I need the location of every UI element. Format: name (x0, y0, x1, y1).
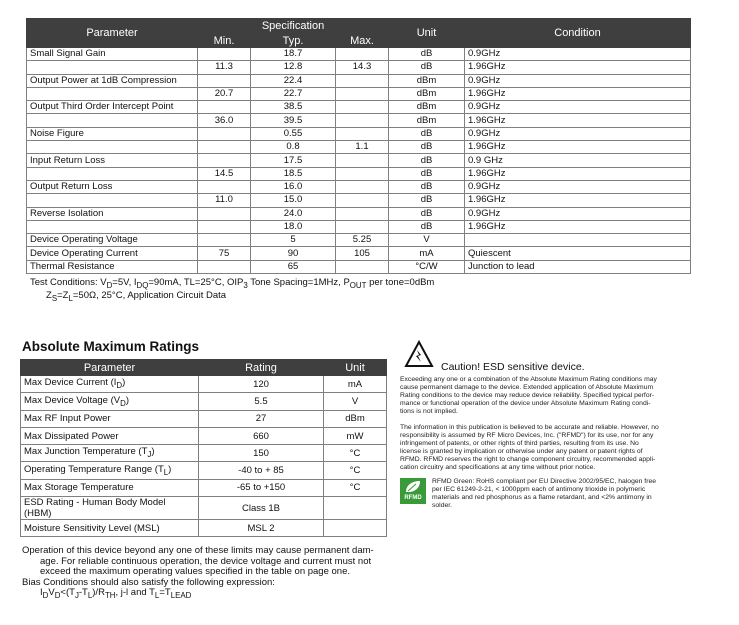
esd-paragraph-2 (400, 424, 690, 472)
spec-max (336, 154, 389, 167)
amr-row (21, 445, 387, 462)
spec-row (27, 247, 691, 260)
spec-condition: 1.96GHz (465, 87, 691, 100)
spec-condition: 1.96GHz (465, 194, 691, 207)
spec-param (27, 141, 198, 154)
spec-row (27, 74, 691, 87)
spec-max (336, 48, 389, 61)
header-unit: Unit (389, 19, 465, 48)
spec-typ: 0.55 (251, 127, 336, 140)
spec-max (336, 260, 389, 273)
spec-condition: 1.96GHz (465, 141, 691, 154)
spec-condition: 0.9 GHz (465, 154, 691, 167)
amr-unit: °C (324, 445, 387, 462)
spec-row (27, 154, 691, 167)
text-line: Exceeding any one or a combination of the Absolute Maximum Rating conditions may (400, 376, 657, 383)
spec-min (198, 220, 251, 233)
amr-unit: °C (324, 479, 387, 496)
spec-param: Noise Figure (27, 127, 198, 140)
spec-condition (465, 234, 691, 247)
spec-row (27, 87, 691, 100)
spec-max: 5.25 (336, 234, 389, 247)
spec-row (27, 114, 691, 127)
spec-param (27, 194, 198, 207)
spec-row (27, 260, 691, 273)
text-line: cation circuitry and specifications at any time without prior notice. (400, 464, 596, 471)
spec-max (336, 114, 389, 127)
spec-param (27, 114, 198, 127)
text-line: cause permanent damage to the device. Extended application of Absolute Maximum (400, 384, 654, 391)
spec-min (198, 74, 251, 87)
spec-typ: 0.8 (251, 141, 336, 154)
spec-row (27, 207, 691, 220)
logo-text: RFMD (404, 495, 422, 501)
spec-typ: 65 (251, 260, 336, 273)
text-line: infringement of patents, or other rights of third parties, resulting from its use. No (400, 440, 639, 447)
spec-row (27, 141, 691, 154)
spec-param: Input Return Loss (27, 154, 198, 167)
spec-min (198, 48, 251, 61)
spec-max (336, 207, 389, 220)
spec-min: 36.0 (198, 114, 251, 127)
spec-row (27, 61, 691, 74)
spec-max (336, 74, 389, 87)
amr-rating: Class 1B (199, 497, 324, 520)
spec-unit: dBm (389, 114, 465, 127)
spec-condition: 1.96GHz (465, 61, 691, 74)
spec-unit: dB (389, 220, 465, 233)
spec-typ: 90 (251, 247, 336, 260)
amr-unit: mW (324, 427, 387, 444)
amr-row (21, 410, 387, 427)
amr-unit: °C (324, 462, 387, 479)
spec-unit: dB (389, 61, 465, 74)
header-min: Min. (198, 34, 251, 48)
text-line: responsibility is assumed by RF Micro Devices, Inc. ("RFMD") for its use, nor for any (400, 432, 654, 439)
spec-condition: 0.9GHz (465, 74, 691, 87)
spec-row (27, 101, 691, 114)
spec-typ: 5 (251, 234, 336, 247)
spec-min: 11.3 (198, 61, 251, 74)
header-parameter: Parameter (27, 19, 198, 48)
spec-min: 14.5 (198, 167, 251, 180)
spec-typ: 22.7 (251, 87, 336, 100)
spec-max (336, 220, 389, 233)
header-specification: Specification (198, 19, 389, 34)
amr-param: Max Device Voltage $(V_D)$ (21, 393, 199, 410)
spec-condition: 0.9GHz (465, 207, 691, 220)
esd-warning-icon (404, 340, 434, 373)
amr-param: Moisture Sensitivity Level (MSL) (21, 520, 199, 537)
spec-unit: dBm (389, 101, 465, 114)
spec-min (198, 260, 251, 273)
amr-header-parameter: Parameter (21, 360, 199, 376)
amr-unit: mA (324, 376, 387, 393)
spec-min (198, 234, 251, 247)
spec-unit: V (389, 234, 465, 247)
spec-typ: 18.7 (251, 48, 336, 61)
amr-row (21, 520, 387, 537)
spec-row (27, 127, 691, 140)
spec-unit: dB (389, 167, 465, 180)
amr-row (21, 376, 387, 393)
amr-rating: -40 to + 85 (199, 462, 324, 479)
text-line: Rating conditions to the device may reduce device reliability. Specified typical perfor- (400, 392, 655, 399)
spec-max (336, 127, 389, 140)
text-line: RFMD Green: RoHS compliant per EU Directive 2002/95/EC, halogen free (432, 478, 657, 485)
spec-unit: dB (389, 194, 465, 207)
spec-max (336, 194, 389, 207)
header-max: Max. (336, 34, 389, 48)
spec-min: 75 (198, 247, 251, 260)
amr-row (21, 479, 387, 496)
spec-min (198, 154, 251, 167)
amr-unit (324, 520, 387, 537)
text-line: materials and red phosphorus as a flame retardant, and <2% antimony in (432, 494, 652, 501)
spec-condition: 1.96GHz (465, 167, 691, 180)
amr-rating: 120 (199, 376, 324, 393)
spec-param (27, 167, 198, 180)
spec-param (27, 220, 198, 233)
amr-unit (324, 497, 387, 520)
rfmd-green-logo (400, 478, 426, 504)
test-conditions: Test Conditions: $V_D=5V$, $I_{DQ}=90mA$, TL=25°C, $OIP_3$ Tone Spacing=1MHz, $P_{OUT}$ per tone=0dBm (30, 277, 435, 290)
text-line: solder. (432, 502, 453, 509)
amr-rating: 660 (199, 427, 324, 444)
spec-max (336, 167, 389, 180)
spec-max: 14.3 (336, 61, 389, 74)
text-line: per IEC 61249-2-21, < 1000ppm each of antimony trioxide in polymeric (432, 486, 646, 493)
spec-unit: dB (389, 48, 465, 61)
spec-min: 20.7 (198, 87, 251, 100)
spec-param: Output Third Order Intercept Point (27, 101, 198, 114)
amr-param: Max Storage Temperature (21, 479, 199, 496)
spec-typ: 18.0 (251, 220, 336, 233)
amr-param: ESD Rating - Human Body Model (HBM) (21, 497, 199, 520)
esd-title: Caution! ESD sensitive device. (441, 361, 585, 373)
amr-param: Max Device Current $(I_D)$ (21, 376, 199, 393)
leaf-icon (400, 478, 426, 496)
text-line: RFMD. RFMD reserves the right to change component circuitry, recommended appli- (400, 456, 656, 463)
spec-param (27, 87, 198, 100)
spec-min (198, 141, 251, 154)
amr-param: Operating Temperature Range $(T_L)$ (21, 462, 199, 479)
spec-unit: dB (389, 141, 465, 154)
spec-max (336, 87, 389, 100)
amr-param: Max RF Input Power (21, 410, 199, 427)
spec-param (27, 61, 198, 74)
spec-typ: 17.5 (251, 154, 336, 167)
spec-unit: dB (389, 207, 465, 220)
amr-table (20, 359, 387, 537)
amr-header-unit: Unit (324, 360, 387, 376)
text-line: The information in this publication is believed to be accurate and reliable. However, no (400, 424, 659, 431)
spec-typ: 15.0 (251, 194, 336, 207)
spec-row (27, 220, 691, 233)
spec-typ: 16.0 (251, 180, 336, 193)
spec-typ: 22.4 (251, 74, 336, 87)
spec-min (198, 101, 251, 114)
bias-expression: $I_DV_D<(T_J-T_L)/R_{TH}$, j-l and $T_L=T_{LEAD}$ (40, 587, 192, 600)
amr-param: Max Dissipated Power (21, 427, 199, 444)
spec-max: 105 (336, 247, 389, 260)
spec-max: 1.1 (336, 141, 389, 154)
spec-min: 11.0 (198, 194, 251, 207)
amr-title: Absolute Maximum Ratings (22, 339, 200, 354)
amr-unit: V (324, 393, 387, 410)
amr-unit: dBm (324, 410, 387, 427)
spec-min (198, 207, 251, 220)
spec-unit: °C/W (389, 260, 465, 273)
spec-min (198, 180, 251, 193)
spec-unit: dBm (389, 87, 465, 100)
text-line: tions is not implied. (400, 408, 458, 415)
spec-min (198, 127, 251, 140)
spec-unit: dB (389, 154, 465, 167)
spec-typ: 18.5 (251, 167, 336, 180)
spec-typ: 39.5 (251, 114, 336, 127)
spec-param: Output Power at 1dB Compression (27, 74, 198, 87)
spec-table (26, 18, 691, 274)
spec-row (27, 180, 691, 193)
spec-typ: 38.5 (251, 101, 336, 114)
spec-typ: 24.0 (251, 207, 336, 220)
amr-row (21, 427, 387, 444)
amr-param: Max Junction Temperature $(T_J)$ (21, 445, 199, 462)
header-condition: Condition (465, 19, 691, 48)
spec-condition: Junction to lead (465, 260, 691, 273)
spec-row (27, 234, 691, 247)
amr-note: Operation of this device beyond any one of these limits may cause permanent dam- age. For reliable continuous operation, the device voltage and current must not exceed the maximum operating values specified in the table on page one. Bias Conditions should also satisfy the following expression: $I_DV_D<(T_J-T_L)/R_{TH}$, j-l and $T_L=T_{LEAD}$ (22, 546, 392, 601)
spec-max (336, 180, 389, 193)
spec-param: Output Return Loss (27, 180, 198, 193)
spec-condition: 0.9GHz (465, 101, 691, 114)
spec-condition: 1.96GHz (465, 220, 691, 233)
spec-param: Device Operating Current (27, 247, 198, 260)
amr-rating: 5.5 (199, 393, 324, 410)
amr-row (21, 393, 387, 410)
spec-typ: 12.8 (251, 61, 336, 74)
amr-row (21, 462, 387, 479)
spec-condition: 0.9GHz (465, 180, 691, 193)
esd-paragraph-1 (400, 376, 690, 416)
test-conditions-line2: $Z_S=Z_L=50\Omega$, 25°C, Application Circuit Data (46, 290, 227, 303)
spec-unit: dB (389, 180, 465, 193)
spec-row (27, 48, 691, 61)
spec-param: Thermal Resistance (27, 260, 198, 273)
spec-unit: dBm (389, 74, 465, 87)
spec-max (336, 101, 389, 114)
spec-condition: 0.9GHz (465, 48, 691, 61)
spec-param: Reverse Isolation (27, 207, 198, 220)
text-line: license is granted by implication or otherwise under any patent or patent rights of (400, 448, 643, 455)
spec-row (27, 167, 691, 180)
spec-param: Device Operating Voltage (27, 234, 198, 247)
rohs-text (432, 478, 692, 510)
amr-rating: 150 (199, 445, 324, 462)
spec-condition: 0.9GHz (465, 127, 691, 140)
header-typ: Typ. (251, 34, 336, 48)
spec-condition: Quiescent (465, 247, 691, 260)
amr-row (21, 497, 387, 520)
spec-unit: dB (389, 127, 465, 140)
amr-rating: 27 (199, 410, 324, 427)
spec-condition: 1.96GHz (465, 114, 691, 127)
amr-rating: MSL 2 (199, 520, 324, 537)
amr-header-rating: Rating (199, 360, 324, 376)
text-line: mance or functional operation of the device under Absolute Maximum Rating condi- (400, 400, 651, 407)
spec-unit: mA (389, 247, 465, 260)
spec-row (27, 194, 691, 207)
spec-param: Small Signal Gain (27, 48, 198, 61)
amr-rating: -65 to +150 (199, 479, 324, 496)
